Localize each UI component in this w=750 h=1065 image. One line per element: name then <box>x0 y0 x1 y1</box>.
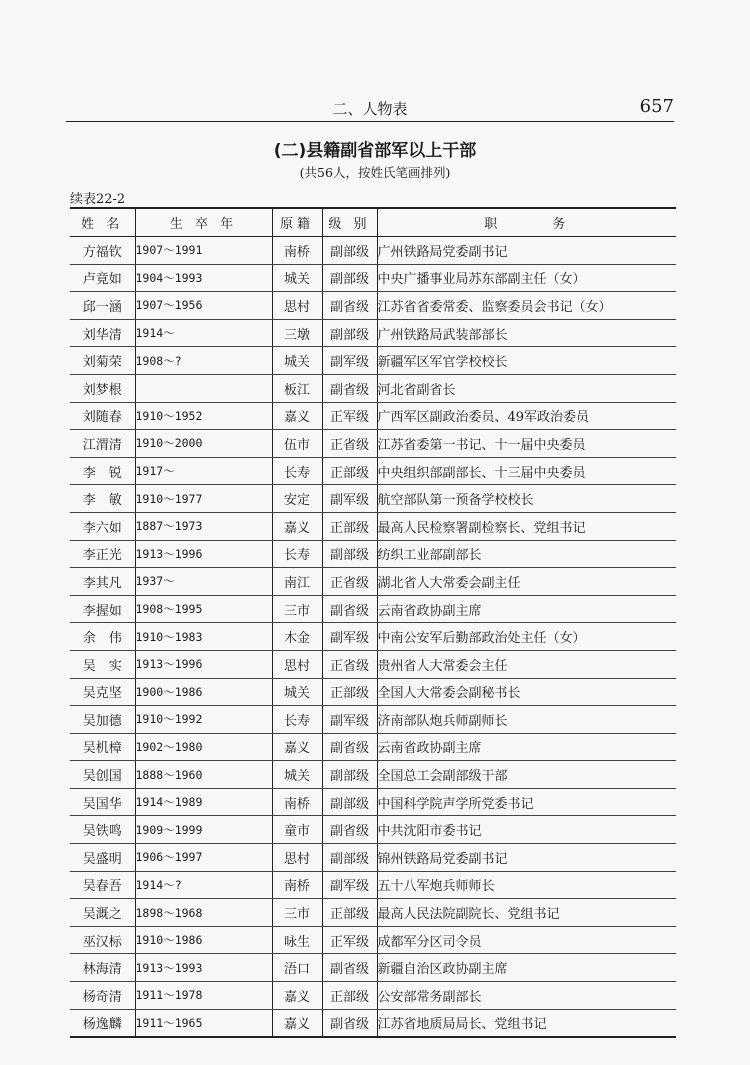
cell-level: 副军级 <box>322 706 377 734</box>
cell-years: 1908～? <box>135 347 272 375</box>
table-row <box>70 816 676 844</box>
cell-years: 1900～1986 <box>135 678 272 706</box>
cell-name: 吴铁鸣 <box>70 816 135 844</box>
table-row <box>70 595 676 623</box>
cell-name: 吴 实 <box>70 650 135 678</box>
cell-level: 副省级 <box>322 733 377 761</box>
cell-years: 1904～1993 <box>135 264 272 292</box>
cell-years: 1914～? <box>135 871 272 899</box>
cell-origin: 嘉义 <box>272 512 322 540</box>
cell-years: 1913～1993 <box>135 954 272 982</box>
cell-origin: 嘉义 <box>272 982 322 1010</box>
cell-name: 吴创国 <box>70 761 135 789</box>
table-row <box>70 844 676 872</box>
cell-years: 1910～1992 <box>135 706 272 734</box>
table-row <box>70 568 676 596</box>
cell-position: 纺织工业部副部长 <box>377 540 676 568</box>
cell-name: 吴国华 <box>70 788 135 816</box>
table-row <box>70 871 676 899</box>
cell-name: 吴春吾 <box>70 871 135 899</box>
cell-position: 中央组织部副部长、十三届中央委员 <box>377 457 676 485</box>
cell-years: 1888～1960 <box>135 761 272 789</box>
officials-table <box>70 207 676 1038</box>
table-row <box>70 623 676 651</box>
cell-level: 副省级 <box>322 595 377 623</box>
cell-years: 1910～2000 <box>135 430 272 458</box>
cell-position: 新疆自治区政协副主席 <box>377 954 676 982</box>
column-header-level: 级 别 <box>322 208 377 237</box>
cell-origin: 安定 <box>272 485 322 513</box>
cell-level: 正部级 <box>322 982 377 1010</box>
page-header <box>66 96 674 120</box>
cell-position: 公安部常务副部长 <box>377 982 676 1010</box>
cell-years: 1907～1956 <box>135 292 272 320</box>
cell-level: 副军级 <box>322 485 377 513</box>
column-header-origin: 原籍 <box>272 208 322 237</box>
cell-origin: 思村 <box>272 844 322 872</box>
table-row <box>70 540 676 568</box>
table-row <box>70 733 676 761</box>
table-row <box>70 788 676 816</box>
cell-name: 李六如 <box>70 512 135 540</box>
table-row <box>70 374 676 402</box>
cell-position: 广州铁路局武装部部长 <box>377 319 676 347</box>
cell-level: 副军级 <box>322 347 377 375</box>
table-row <box>70 1009 676 1037</box>
cell-level: 正军级 <box>322 926 377 954</box>
cell-origin: 思村 <box>272 292 322 320</box>
cell-position: 云南省政协副主席 <box>377 595 676 623</box>
cell-position: 锦州铁路局党委副书记 <box>377 844 676 872</box>
cell-years: 1907～1991 <box>135 237 272 265</box>
table-row <box>70 982 676 1010</box>
table-row <box>70 926 676 954</box>
cell-position: 中共沈阳市委书记 <box>377 816 676 844</box>
table-row <box>70 512 676 540</box>
cell-level: 副省级 <box>322 954 377 982</box>
continuation-label: 续表22-2 <box>70 192 126 207</box>
table-header-row <box>70 208 676 237</box>
table-row <box>70 954 676 982</box>
table-title: (二)县籍副省部军以上干部 <box>273 141 477 161</box>
cell-name: 刘随春 <box>70 402 135 430</box>
cell-name: 杨奇清 <box>70 982 135 1010</box>
cell-years: 1913～1996 <box>135 540 272 568</box>
table-row <box>70 761 676 789</box>
cell-name: 李 锐 <box>70 457 135 485</box>
cell-years: 1908～1995 <box>135 595 272 623</box>
cell-origin: 嘉义 <box>272 1009 322 1037</box>
cell-origin: 板江 <box>272 374 322 402</box>
cell-origin: 南桥 <box>272 237 322 265</box>
cell-origin: 城关 <box>272 761 322 789</box>
cell-level: 副省级 <box>322 816 377 844</box>
cell-origin: 童市 <box>272 816 322 844</box>
cell-origin: 三墩 <box>272 319 322 347</box>
table-row <box>70 485 676 513</box>
cell-name: 方福钦 <box>70 237 135 265</box>
table-row <box>70 347 676 375</box>
cell-name: 吴克坚 <box>70 678 135 706</box>
cell-years: 1937～ <box>135 568 272 596</box>
cell-name: 邱一涵 <box>70 292 135 320</box>
cell-name: 卢竟如 <box>70 264 135 292</box>
cell-position: 江苏省地质局局长、党组书记 <box>377 1009 676 1037</box>
cell-name: 吴盛明 <box>70 844 135 872</box>
table-row <box>70 402 676 430</box>
cell-level: 正省级 <box>322 568 377 596</box>
cell-name: 刘华清 <box>70 319 135 347</box>
cell-level: 副部级 <box>322 264 377 292</box>
cell-origin: 南桥 <box>272 871 322 899</box>
table-row <box>70 650 676 678</box>
cell-level: 正省级 <box>322 650 377 678</box>
cell-name: 李正光 <box>70 540 135 568</box>
cell-origin: 南江 <box>272 568 322 596</box>
table-row <box>70 237 676 265</box>
cell-position: 河北省副省长 <box>377 374 676 402</box>
cell-origin: 木金 <box>272 623 322 651</box>
table-row <box>70 264 676 292</box>
cell-origin: 咏生 <box>272 926 322 954</box>
cell-years: 1917～ <box>135 457 272 485</box>
cell-origin: 嘉义 <box>272 402 322 430</box>
column-header-years: 生 卒 年 <box>135 208 272 237</box>
cell-years: 1902～1980 <box>135 733 272 761</box>
cell-origin: 城关 <box>272 264 322 292</box>
cell-position: 中央广播事业局苏东部副主任（女） <box>377 264 676 292</box>
table-row <box>70 706 676 734</box>
cell-position: 最高人民检察署副检察长、党组书记 <box>377 512 676 540</box>
cell-years: 1910～1983 <box>135 623 272 651</box>
cell-origin: 长寿 <box>272 540 322 568</box>
cell-years: 1909～1999 <box>135 816 272 844</box>
page-number: 657 <box>639 96 674 117</box>
table-body <box>70 237 676 1038</box>
cell-years <box>135 374 272 402</box>
cell-level: 副军级 <box>322 623 377 651</box>
cell-level: 副部级 <box>322 788 377 816</box>
cell-name: 杨逸麟 <box>70 1009 135 1037</box>
column-header-position: 职 务 <box>377 208 676 237</box>
cell-years: 1898～1968 <box>135 899 272 927</box>
table-row <box>70 899 676 927</box>
cell-position: 新疆军区军官学校校长 <box>377 347 676 375</box>
cell-years: 1910～1977 <box>135 485 272 513</box>
cell-years: 1913～1996 <box>135 650 272 678</box>
cell-level: 正部级 <box>322 899 377 927</box>
table-row <box>70 319 676 347</box>
cell-name: 林海清 <box>70 954 135 982</box>
cell-level: 正省级 <box>322 430 377 458</box>
cell-position: 湖北省人大常委会副主任 <box>377 568 676 596</box>
cell-years: 1887～1973 <box>135 512 272 540</box>
header-rule <box>66 121 674 122</box>
cell-position: 云南省政协副主席 <box>377 733 676 761</box>
cell-level: 副部级 <box>322 237 377 265</box>
cell-origin: 嘉义 <box>272 733 322 761</box>
cell-position: 最高人民法院副院长、党组书记 <box>377 899 676 927</box>
cell-position: 广西军区副政治委员、49军政治委员 <box>377 402 676 430</box>
cell-name: 李握如 <box>70 595 135 623</box>
cell-position: 广州铁路局党委副书记 <box>377 237 676 265</box>
cell-level: 副部级 <box>322 540 377 568</box>
cell-origin: 城关 <box>272 347 322 375</box>
cell-origin: 三市 <box>272 899 322 927</box>
cell-level: 副省级 <box>322 374 377 402</box>
cell-years: 1911～1965 <box>135 1009 272 1037</box>
cell-years: 1911～1978 <box>135 982 272 1010</box>
cell-origin: 南桥 <box>272 788 322 816</box>
cell-name: 刘梦根 <box>70 374 135 402</box>
cell-level: 正部级 <box>322 512 377 540</box>
cell-level: 正军级 <box>322 402 377 430</box>
table-row <box>70 292 676 320</box>
cell-position: 全国总工会副部级干部 <box>377 761 676 789</box>
cell-position: 航空部队第一预备学校校长 <box>377 485 676 513</box>
cell-position: 五十八军炮兵师师长 <box>377 871 676 899</box>
cell-position: 中国科学院声学所党委书记 <box>377 788 676 816</box>
cell-level: 副部级 <box>322 761 377 789</box>
cell-position: 中南公安军后勤部政治处主任（女） <box>377 623 676 651</box>
cell-level: 副省级 <box>322 1009 377 1037</box>
cell-name: 吴溉之 <box>70 899 135 927</box>
cell-name: 吴机樟 <box>70 733 135 761</box>
cell-origin: 三市 <box>272 595 322 623</box>
cell-name: 江渭清 <box>70 430 135 458</box>
cell-origin: 长寿 <box>272 457 322 485</box>
table-row <box>70 678 676 706</box>
column-header-name: 姓 名 <box>70 208 135 237</box>
cell-position: 贵州省人大常委会主任 <box>377 650 676 678</box>
cell-origin: 伍市 <box>272 430 322 458</box>
table-row <box>70 430 676 458</box>
cell-years: 1910～1986 <box>135 926 272 954</box>
cell-name: 李其凡 <box>70 568 135 596</box>
cell-position: 江苏省省委常委、监察委员会书记（女） <box>377 292 676 320</box>
cell-position: 济南部队炮兵师副师长 <box>377 706 676 734</box>
cell-position: 成都军分区司令员 <box>377 926 676 954</box>
table-subtitle: (共56人，按姓氏笔画排列) <box>299 165 451 180</box>
cell-origin: 浯口 <box>272 954 322 982</box>
cell-level: 副部级 <box>322 844 377 872</box>
cell-position: 全国人大常委会副秘书长 <box>377 678 676 706</box>
cell-level: 副军级 <box>322 871 377 899</box>
cell-level: 副省级 <box>322 292 377 320</box>
table-row <box>70 457 676 485</box>
cell-name: 巫汉标 <box>70 926 135 954</box>
cell-years: 1914～ <box>135 319 272 347</box>
cell-name: 刘菊荣 <box>70 347 135 375</box>
cell-years: 1914～1989 <box>135 788 272 816</box>
cell-position: 江苏省委第一书记、十一届中央委员 <box>377 430 676 458</box>
cell-years: 1910～1952 <box>135 402 272 430</box>
cell-years: 1906～1997 <box>135 844 272 872</box>
cell-name: 余 伟 <box>70 623 135 651</box>
cell-level: 正部级 <box>322 678 377 706</box>
cell-origin: 思村 <box>272 650 322 678</box>
cell-level: 正部级 <box>322 457 377 485</box>
cell-name: 吴加德 <box>70 706 135 734</box>
cell-name: 李 敏 <box>70 485 135 513</box>
section-heading: 二、人物表 <box>332 100 408 118</box>
cell-level: 副部级 <box>322 319 377 347</box>
cell-origin: 长寿 <box>272 706 322 734</box>
cell-origin: 城关 <box>272 678 322 706</box>
